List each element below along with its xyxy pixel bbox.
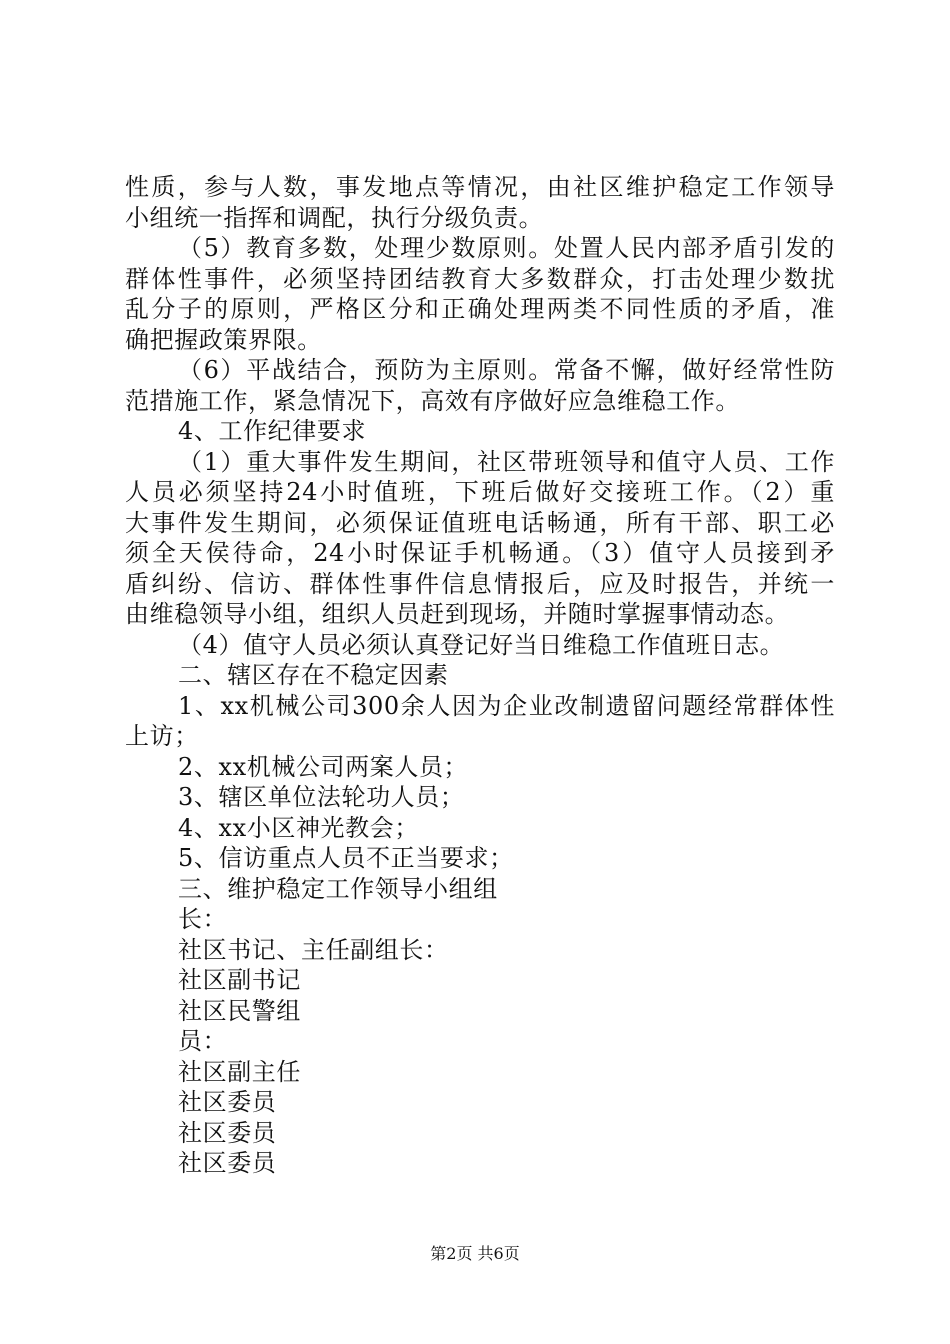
text-line: 大事件发生期间，必须保证值班电话畅通，所有干部、职工必 [125,508,835,537]
text-line: （4）值守人员必须认真登记好当日维稳工作值班日志。 [178,630,785,659]
text-line: （6）平战结合，预防为主原则。常备不懈，做好经常性防 [178,356,835,384]
section-heading: 4、工作纪律要求 [178,417,367,445]
list-item: 3、辖区单位法轮功人员； [178,783,465,811]
text-line: 社区副书记 [178,966,301,994]
list-item: 1、xx机械公司300余人因为企业改制遗留问题经常群体性 [178,691,835,720]
page-footer: 第2页 共6页 [430,1244,520,1263]
text-line: （5）教育多数，处理少数原则。处置人民内部矛盾引发的 [178,234,835,262]
section-heading: 三、维护稳定工作领导小组组 [178,874,498,903]
text-line: 盾纠纷、信访、群体性事件信息情报后，应及时报告，并统一 [125,569,835,598]
text-line: 确把握政策界限。 [125,325,322,354]
text-line: 社区书记、主任副组长： [178,935,449,964]
text-line: 社区委员 [178,1149,277,1177]
text-line: 乱分子的原则，严格区分和正确处理两类不同性质的矛盾，准 [125,295,835,323]
text-line: 社区委员 [178,1088,277,1116]
document-body [125,172,835,1179]
text-line: 人员必须坚持24小时值班，下班后做好交接班工作。（2）重 [125,478,835,506]
text-line: 员： [178,1027,228,1055]
list-item: 4、xx小区神光教会； [178,813,419,842]
text-line: 社区副主任 [178,1057,301,1086]
text-line: 须全天侯待命，24小时保证手机畅通。（3）值守人员接到矛 [125,539,835,567]
list-item: 2、xx机械公司两案人员； [178,752,469,781]
text-line: 社区委员 [178,1118,277,1147]
text-line: （1）重大事件发生期间，社区带班领导和值守人员、工作 [178,447,835,476]
text-line: 社区民警组 [178,996,301,1025]
list-item-continuation: 上访； [125,722,199,750]
section-heading: 二、辖区存在不稳定因素 [178,661,449,689]
text-line: 性质，参与人数，事发地点等情况，由社区维护稳定工作领导 [125,173,835,201]
text-line: 范措施工作，紧急情况下，高效有序做好应急维稳工作。 [125,386,740,415]
list-item: 5、信访重点人员不正当要求； [178,844,514,872]
text-line: 群体性事件，必须坚持团结教育大多数群众，打击处理少数扰 [125,264,835,293]
text-line: 长： [178,905,228,933]
text-line: 小组统一指挥和调配，执行分级负责。 [125,203,544,232]
text-line: 由维稳领导小组，组织人员赶到现场，并随时掌握事情动态。 [125,600,790,628]
